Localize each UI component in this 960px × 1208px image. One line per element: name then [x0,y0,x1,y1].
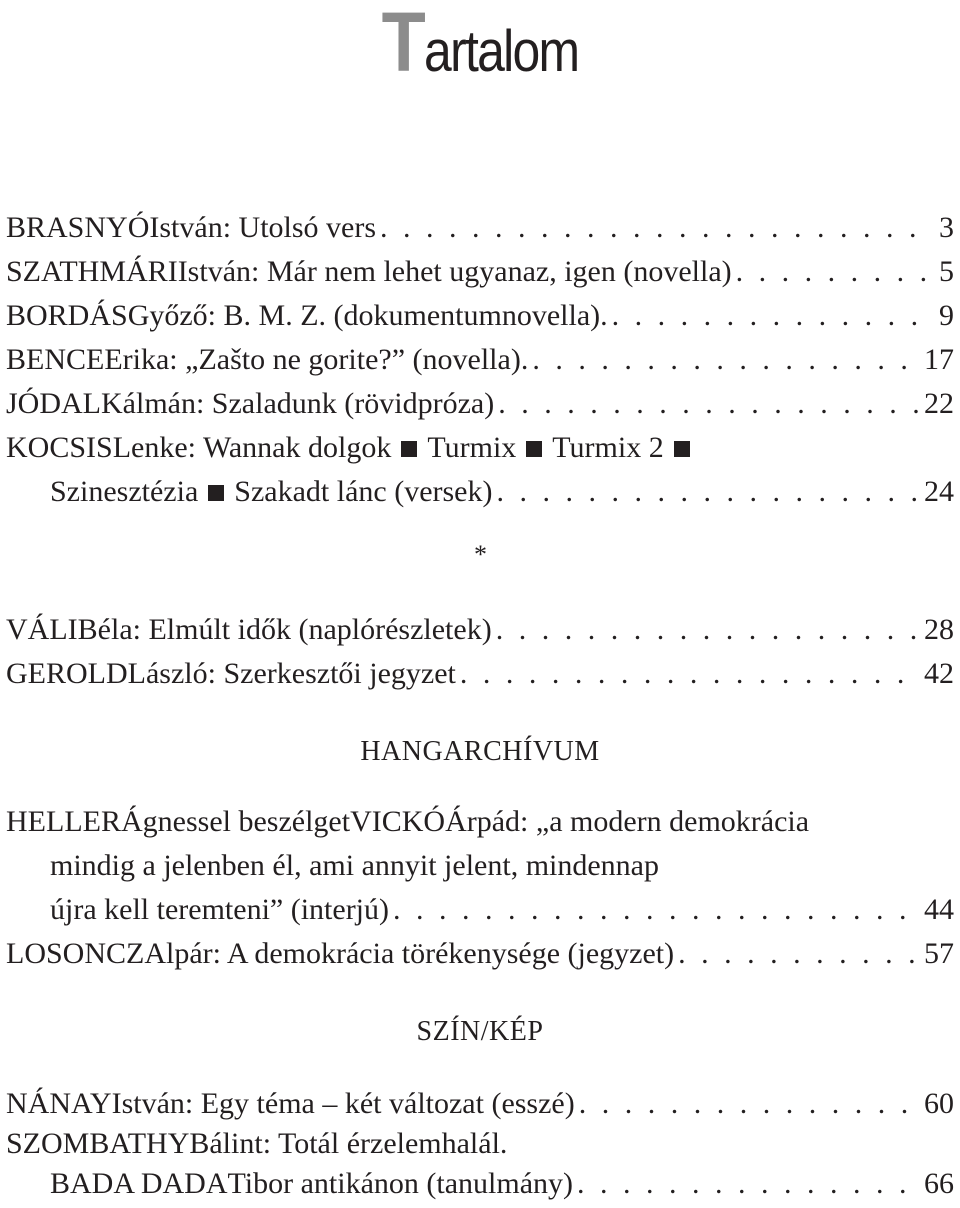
dot-leader [496,470,920,514]
toc-entry[interactable] [6,426,954,470]
entry-title: Bálint: Totál érzelemhalál. [189,1127,508,1160]
page-number: 28 [924,613,954,646]
page-number: 57 [924,937,954,970]
page-number: 17 [924,343,954,376]
entry-title: Lenke: Wannak dolgok [112,431,392,464]
author-name: KOCSIS [6,431,113,464]
page-title [67,2,893,92]
author-name: VICKÓ [350,805,446,838]
author-name: BADA DADA [50,1167,228,1200]
toc-entry[interactable] [6,294,954,338]
toc-entry[interactable] [6,652,954,696]
dot-leader [577,1162,920,1206]
toc-entry[interactable] [6,338,954,382]
entry-item: Turmix [427,431,517,464]
page-number: 22 [924,387,954,420]
entry-item: Szinesztézia [50,475,199,508]
entry-title: Béla: Elmúlt idők (naplórészletek) [77,613,492,646]
title-rest: artalom [424,19,579,84]
author-name: GEROLD [6,657,128,690]
entry-title: Tibor antikánon (tanulmány) [227,1167,574,1200]
dot-leader [498,382,920,426]
square-bullet-icon [401,441,417,457]
entry-title: Kálmán: Szaladunk (rövidpróza) [101,387,495,420]
square-bullet-icon [208,485,224,501]
entry-title: Alpár: A demokrácia törékenysége (jegyzet) [144,937,675,970]
toc-entry[interactable] [6,800,954,844]
author-name: VÁLI [6,613,78,646]
square-bullet-icon [674,441,690,457]
author-name: BENCE [6,343,105,376]
entry-title: István: Már nem lehet ugyanaz, igen (novella) [177,255,732,288]
page-number: 24 [924,475,954,508]
section-separator: * [474,540,487,569]
page-number: 60 [924,1087,954,1120]
entry-title: újra kell teremteni” (interjú) [50,893,390,926]
section-heading-image: SZÍN/KÉP [416,1016,544,1047]
dot-leader [532,338,920,382]
dot-leader [736,250,928,294]
toc-entry-continued[interactable] [50,844,960,888]
dot-leader [393,888,920,932]
toc-entry-continued[interactable] [50,888,954,932]
author-name: SZOMBATHY [6,1127,190,1160]
dot-leader [678,932,920,976]
toc-entry[interactable] [6,206,954,250]
toc-entry[interactable] [6,1082,954,1126]
dot-leader [460,652,920,696]
author-name: NÁNAY [6,1087,112,1120]
toc-entry-continued[interactable] [50,1162,954,1206]
title-initial: T [381,0,425,89]
entry-title: István: Utolsó vers [149,211,377,244]
entry-title: Erika: „Zašto ne gorite?” (novella). [104,343,529,376]
entry-item: Szakadt lánc (versek) [234,475,493,508]
toc-entry[interactable] [6,382,954,426]
author-name: SZATHMÁRI [6,255,178,288]
toc-entry[interactable] [6,1122,954,1166]
page-number: 5 [939,255,954,288]
entry-title: László: Szerkesztői jegyzet [127,657,456,690]
toc-entry[interactable] [6,250,954,294]
section-heading-archive: HANGARCHÍVUM [360,736,600,767]
page-number: 3 [939,211,954,244]
toc-entry[interactable] [6,932,954,976]
entry-title: mindig a jelenben él, ami annyit jelent, mindennap [50,849,659,882]
page-number: 9 [939,299,954,332]
entry-title: Árpád: „a modern demokrácia [445,805,810,838]
author-name: LOSONCZ [6,937,145,970]
page-number: 42 [924,657,954,690]
dot-leader [579,1082,920,1126]
toc-entry[interactable] [6,608,954,652]
square-bullet-icon [526,441,542,457]
entry-title: István: Egy téma – két változat (esszé) [111,1087,575,1120]
dot-leader [496,608,920,652]
dot-leader [612,294,928,338]
author-name: JÓDAL [6,387,101,420]
dot-leader [380,206,928,250]
author-name: HELLER [6,805,121,838]
entry-title: Ágnessel beszélget [120,805,351,838]
entry-item: Turmix 2 [552,431,664,464]
page-number: 66 [924,1167,954,1200]
toc-entry-continued[interactable] [50,470,954,514]
page-number: 44 [924,893,954,926]
author-name: BORDÁS [6,299,128,332]
author-name: BRASNYÓ [6,211,150,244]
entry-title: Győző: B. M. Z. (dokumentumnovella). [127,299,608,332]
